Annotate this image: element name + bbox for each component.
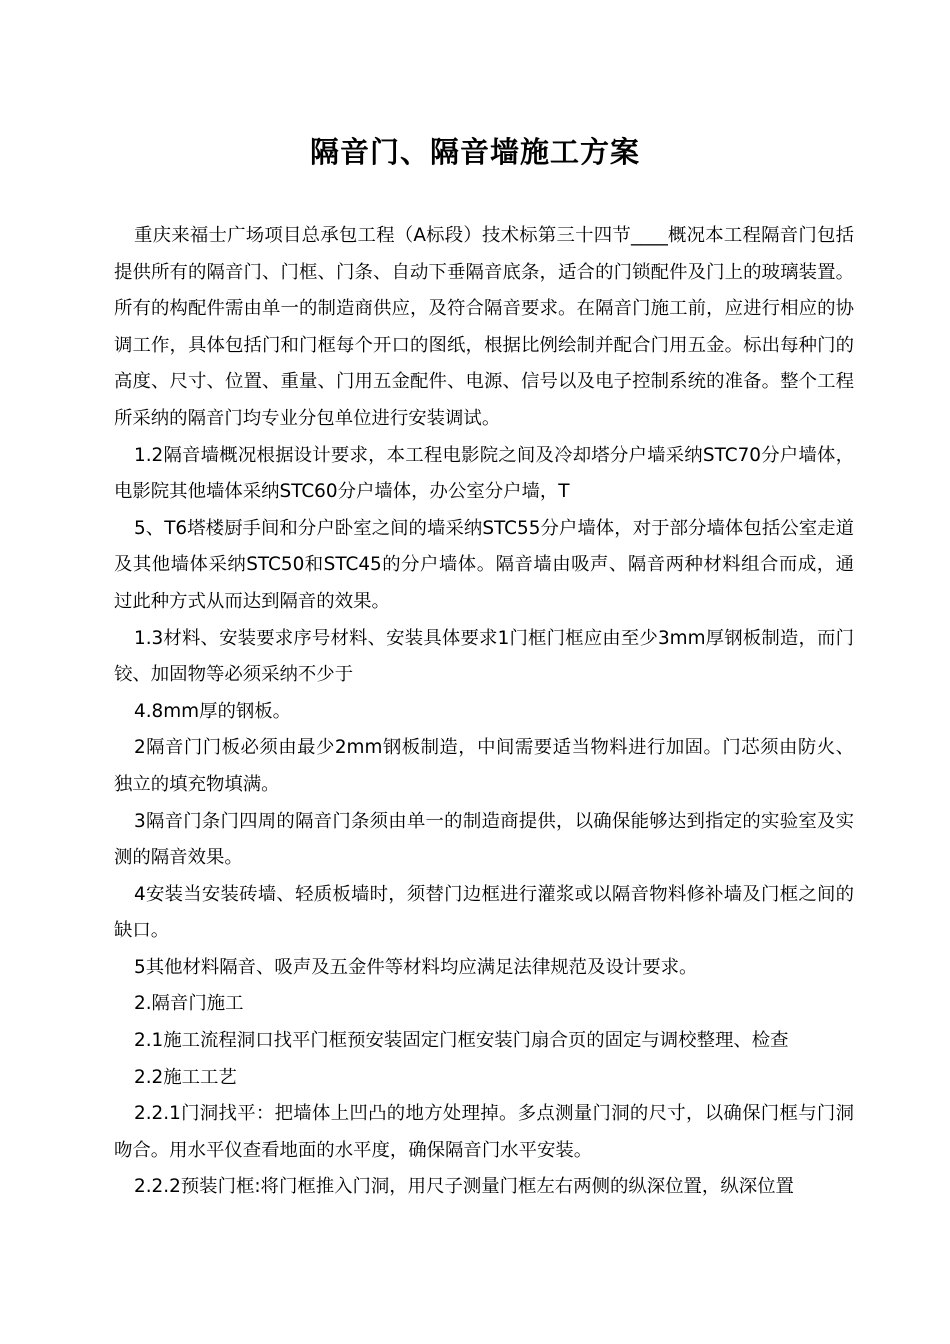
- paragraph-door-panel: 2隔音门门板必须由最少2mm钢板制造，中间需要适当物料进行加固。门芯须由防火、独立的填充物填满。: [114, 737, 854, 795]
- paragraph-wall-overview: 1.2隔音墙概况根据设计要求，本工程电影院之间及冷却塔分户墙采纳STC70分户墙体，电影院其他墙体采纳STC60分户墙体，办公室分户墙，T: [114, 444, 854, 503]
- section-heading-construction-process: 2.2施工工艺: [134, 1066, 237, 1088]
- paragraph-installation: 4安装当安装砖墙、轻质板墙时，须替门边框进行灌浆或以隔音物料修补墙及门框之间的缺口。: [114, 883, 854, 942]
- paragraph-wall-continued: 5、T6塔楼厨手间和分户卧室之间的墙采纳STC55分户墙体，对于部分墙体包括公室走道及其他墙体采纳STC50和STC45的分户墙体。隔音墙由吸声、隔音两种材料组合而成，通过此种方式从而达到隔音的效果。: [114, 517, 854, 612]
- document-title: 隔音门、隔音墙施工方案: [309, 135, 640, 169]
- document-body: [114, 218, 854, 1206]
- paragraph-other-materials: 5其他材料隔音、吸声及五金件等材料均应满足法律规范及设计要求。: [134, 956, 698, 978]
- section-heading-door-construction: 2.隔音门施工: [134, 993, 244, 1015]
- paragraph-door-seal: 3隔音门条门四周的隔音门条须由单一的制造商提供，以确保能够达到指定的实验室及实测的隔音效果。: [114, 810, 854, 869]
- paragraph-opening-leveling: 2.2.1门洞找平：把墙体上凹凸的地方处理掉。多点测量门洞的尺寸，以确保门框与门洞吻合。用水平仪查看地面的水平度，确保隔音门水平安装。: [114, 1103, 854, 1161]
- paragraph-steel-thickness: 4.8mm厚的钢板。: [134, 700, 292, 722]
- paragraph-overview: 重庆来福士广场项目总承包工程（A标段）技术标第三十四节____概况本工程隔音门包括提供所有的隔音门、门框、门条、自动下垂隔音底条，适合的门锁配件及门上的玻璃装置。所有的构配件需由单一的制造商供应，及符合隔音要求。在隔音门施工前，应进行相应的协调工作，具体包括门和门框每个开口的图纸，根据比例绘制并配合门用五金。标出每种门的高度、尺寸、位置、重量、门用五金配件、电源、信号以及电子控制系统的准备。整个工程所采纳的隔音门均专业分包单位进行安装调试。: [114, 225, 854, 429]
- paragraph-frame-preinstall: 2.2.2预装门框:将门框推入门洞，用尺子测量门框左右两侧的纵深位置，纵深位置: [134, 1176, 794, 1198]
- paragraph-construction-flow: 2.1施工流程洞口找平门框预安装固定门框安装门扇合页的固定与调校整理、检查: [134, 1030, 789, 1052]
- paragraph-materials: 1.3材料、安装要求序号材料、安装具体要求1门框门框应由至少3mm厚钢板制造，而门铰、加固物等必须采纳不少于: [114, 627, 854, 686]
